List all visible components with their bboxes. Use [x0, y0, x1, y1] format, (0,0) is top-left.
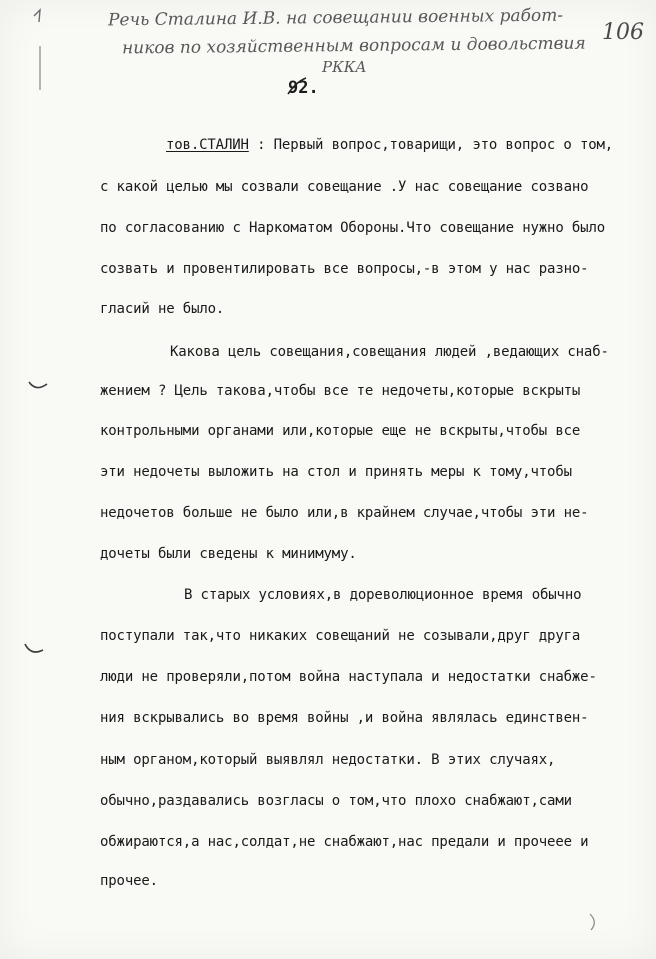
text-line: дочеты были сведены к минимуму. — [100, 546, 357, 562]
folio-number: 106 — [602, 20, 644, 45]
text-line — [166, 135, 613, 155]
text-line: ным органом,который выявлял недостатки. В этих случаях, — [100, 752, 556, 768]
corner-mark-icon — [26, 6, 48, 92]
text-line: люди не проверяли,потом война наступала и недостатки снабже- — [100, 669, 597, 685]
margin-mark-icon — [26, 378, 50, 394]
text-line: недочетов больше не было или,в крайнем случае,чтобы эти не- — [100, 505, 589, 521]
text-line: гласий не было. — [100, 301, 225, 317]
text-line: по согласованию с Наркоматом Обороны.Что совещание нужно было — [100, 220, 606, 236]
handwritten-title-line-1: Речь Сталина И.В. на совещании военных работ- — [107, 5, 564, 31]
page-number: 92. — [288, 78, 319, 98]
text-line: В старых условиях,в дореволюционное время обычно — [184, 587, 582, 603]
text-line: поступали так,что никаких совещаний не созывали,друг друга — [100, 628, 581, 644]
text-line: с какой целью мы созвали совещание .У нас совещание созвано — [100, 179, 589, 195]
margin-mark-icon — [22, 640, 46, 658]
handwritten-title-line-3: РККА — [322, 58, 367, 76]
text-line: обычно,раздавались возгласы о том,что плохо снабжают,сами — [100, 793, 572, 809]
text-line: эти недочеты выложить на стол и принять меры к тому,чтобы — [100, 464, 572, 480]
text-line: созвать и провентилировать все вопросы,-в этом у нас разно- — [100, 261, 589, 277]
text-line: ния вскрывались во время войны ,и война являлась единствен- — [100, 710, 589, 726]
text-line: прочее. — [100, 873, 158, 889]
handwritten-title-line-2: ников по хозяйственным вопросам и довольствия — [121, 33, 586, 59]
margin-mark-icon — [586, 912, 600, 932]
text-line-rest: : Первый вопрос,товарищи, это вопрос о том, — [248, 137, 614, 153]
speaker-name: тов.СТАЛИН — [166, 137, 249, 153]
text-line: контрольными органами или,которые еще не вскрыты,чтобы все — [100, 423, 581, 439]
text-line: обжираются,а нас,солдат,не снабжают,нас предали и прочеее и — [100, 834, 589, 850]
text-line: Какова цель совещания,совещания людей ,ведающих снаб- — [170, 344, 609, 360]
text-line: жением ? Цель такова,чтобы все те недочеты,которые вскрыты — [100, 383, 581, 399]
